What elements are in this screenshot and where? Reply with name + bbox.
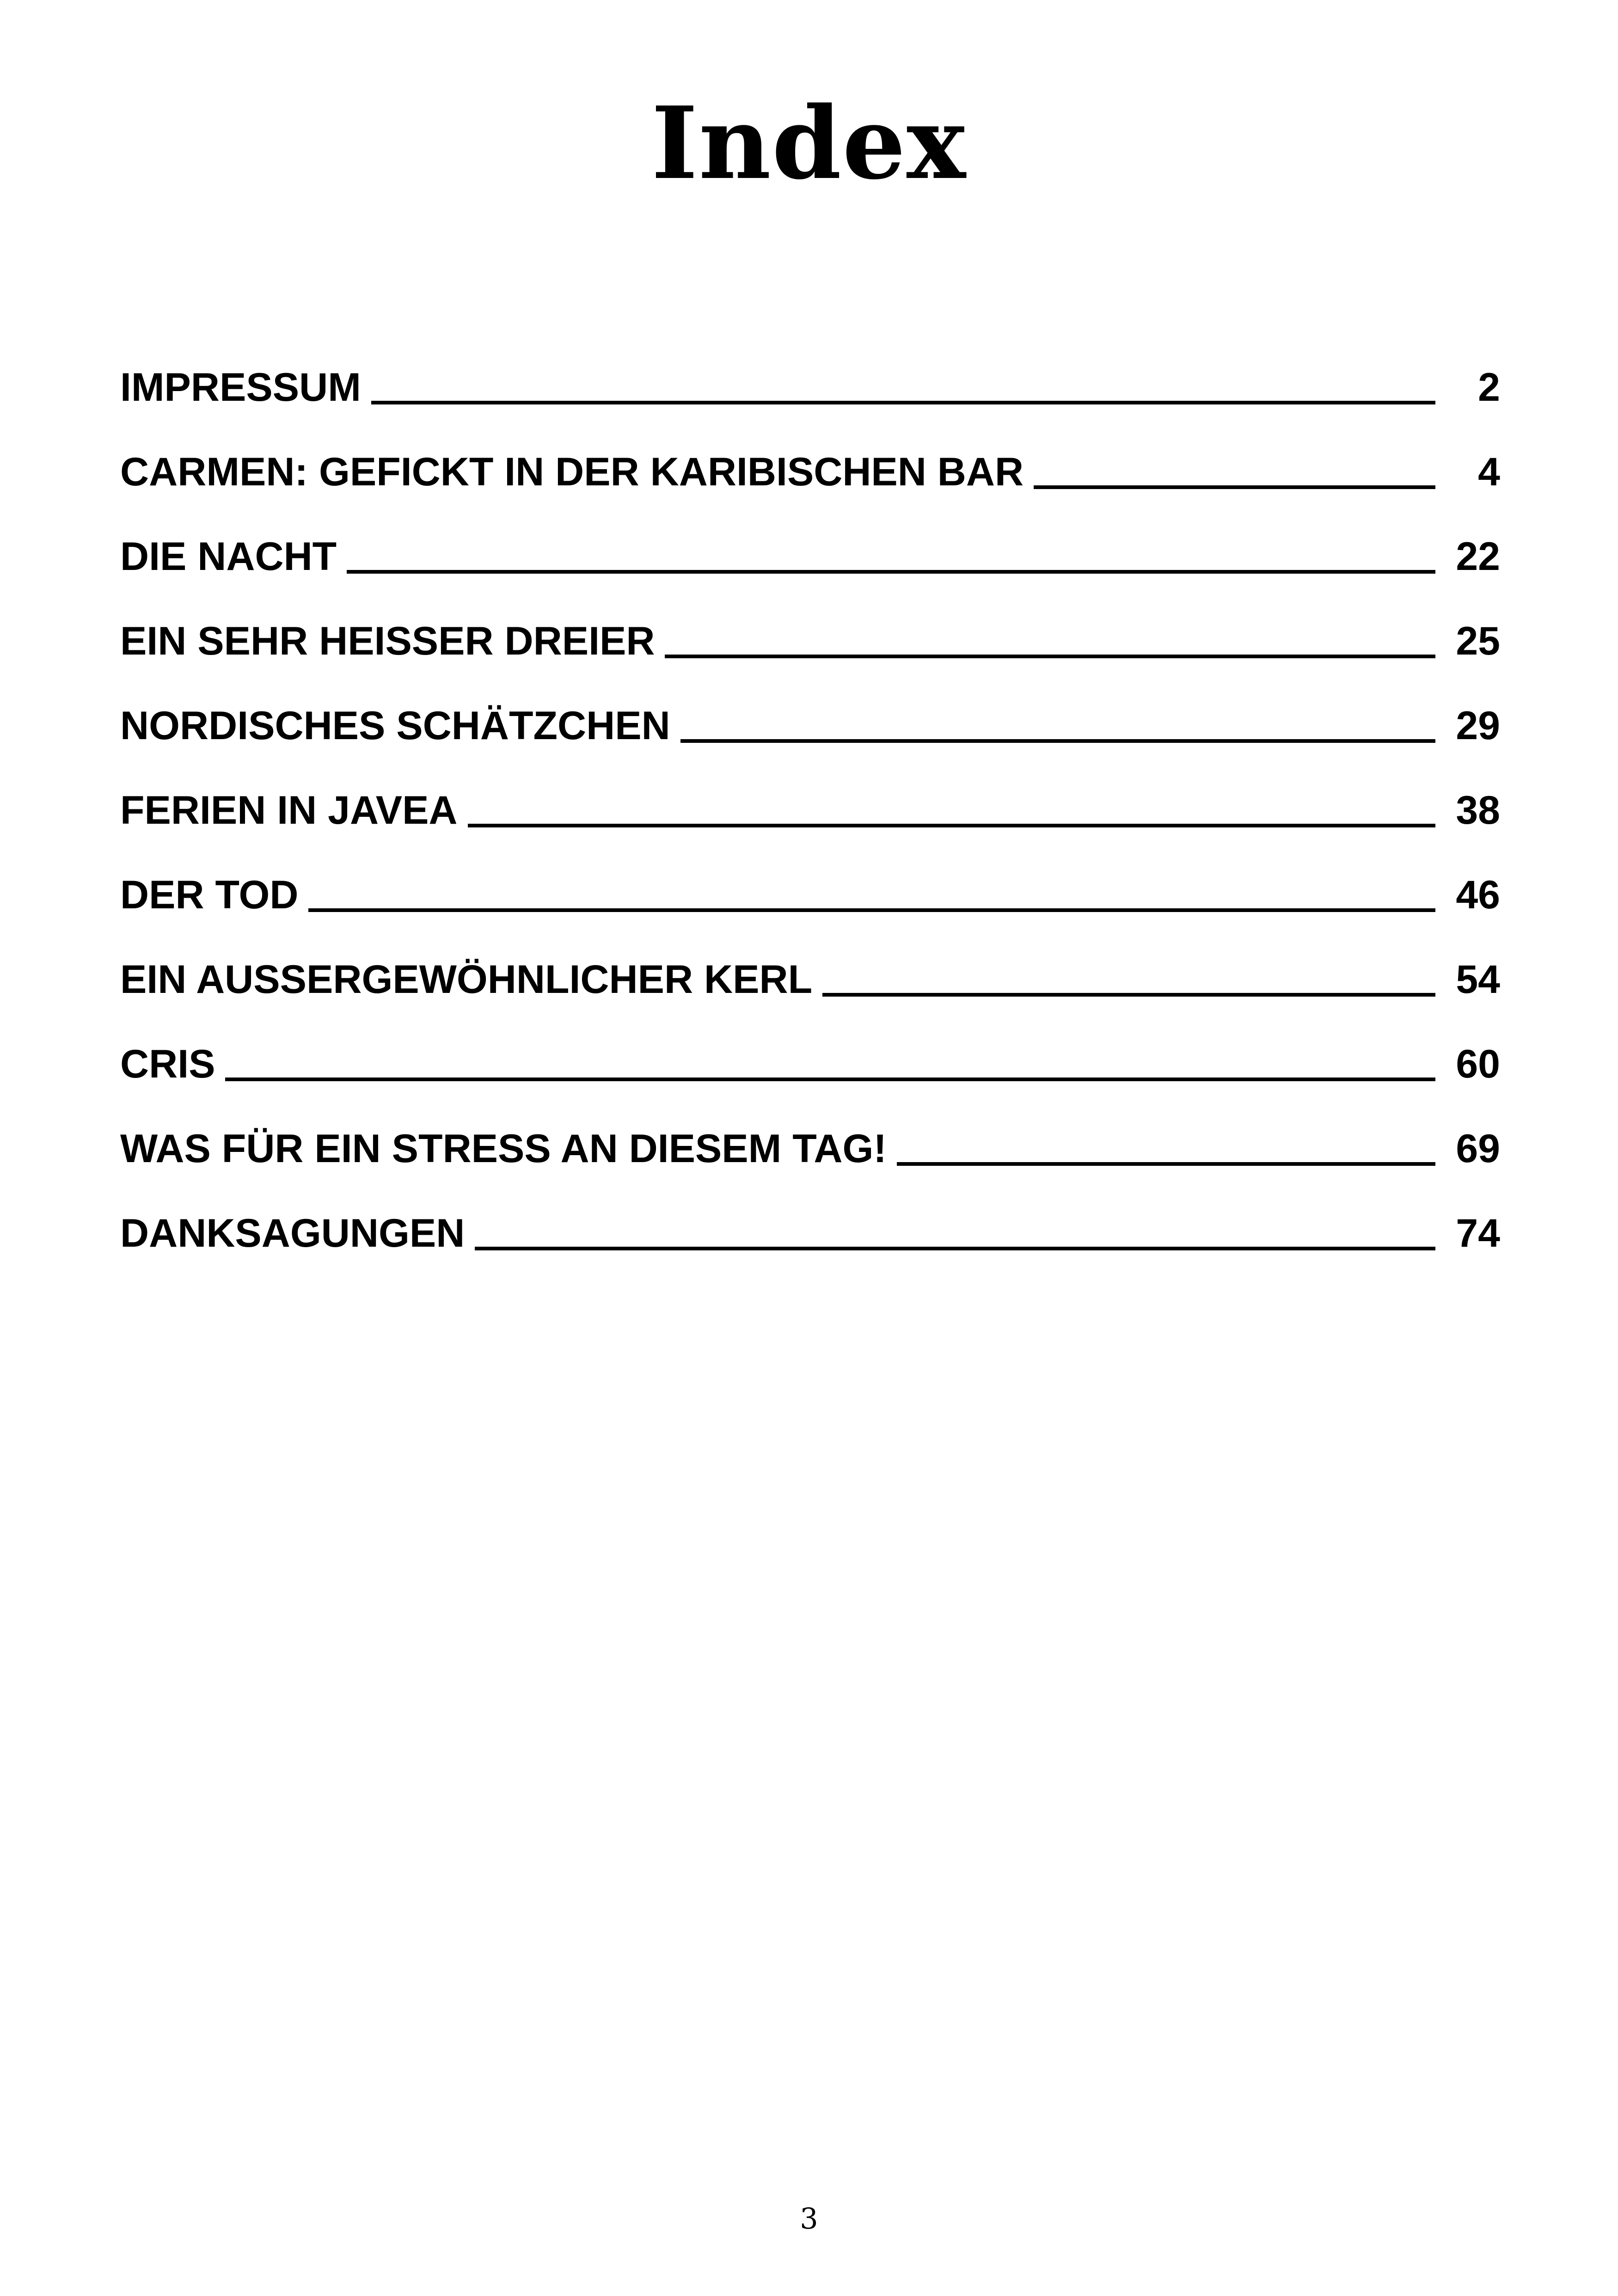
toc-entry-label: CRIS — [120, 1042, 215, 1086]
toc-entry[interactable] — [120, 667, 1500, 751]
toc-entry-page: 29 — [1456, 704, 1500, 748]
toc-entry-label: IMPRESSUM — [120, 365, 361, 410]
toc-entry[interactable] — [120, 1090, 1500, 1174]
toc-entry-page: 2 — [1478, 365, 1500, 410]
toc-leader-line — [347, 570, 1435, 574]
toc-entry-page: 74 — [1456, 1211, 1500, 1255]
toc-entry-page: 4 — [1478, 450, 1500, 494]
toc-entry-label: DANKSAGUNGEN — [120, 1211, 465, 1255]
toc-entry-label: EIN AUSSERGEWÖHNLICHER KERL — [120, 957, 813, 1002]
toc-entry-page: 25 — [1456, 619, 1500, 663]
toc-entry-label: CARMEN: GEFICKT IN DER KARIBISCHEN BAR — [120, 450, 1024, 494]
toc-entry-page: 54 — [1456, 957, 1500, 1002]
toc-leader-line — [468, 824, 1435, 827]
page-title: Index — [651, 85, 967, 202]
toc-entry[interactable] — [120, 328, 1500, 413]
toc-entry[interactable] — [120, 836, 1500, 920]
toc-entry[interactable] — [120, 920, 1500, 1005]
toc-entry[interactable] — [120, 497, 1500, 582]
toc-entry-label: WAS FÜR EIN STRESS AN DIESEM TAG! — [120, 1127, 887, 1171]
toc-entry[interactable] — [120, 1005, 1500, 1090]
toc-entry-page: 22 — [1456, 534, 1500, 579]
toc-entry-label: DIE NACHT — [120, 534, 337, 579]
page-number: 3 — [800, 2202, 818, 2235]
toc-entry-label: NORDISCHES SCHÄTZCHEN — [120, 704, 670, 748]
toc-entry[interactable] — [120, 413, 1500, 497]
toc-entry-label: FERIEN IN JAVEA — [120, 788, 458, 833]
toc-leader-line — [1034, 485, 1435, 489]
toc-leader-line — [225, 1078, 1435, 1081]
toc-entry[interactable] — [120, 582, 1500, 667]
toc-leader-line — [665, 655, 1435, 658]
toc-entry-page: 60 — [1456, 1042, 1500, 1086]
toc-entry-label: DER TOD — [120, 873, 299, 917]
table-of-contents — [120, 328, 1500, 1259]
toc-entry-page: 46 — [1456, 873, 1500, 917]
toc-leader-line — [371, 401, 1435, 404]
toc-leader-line — [822, 993, 1435, 997]
toc-entry[interactable] — [120, 751, 1500, 836]
toc-leader-line — [308, 908, 1435, 912]
toc-entry-label: EIN SEHR HEISSER DREIER — [120, 619, 655, 663]
toc-leader-line — [475, 1247, 1435, 1250]
toc-entry-page: 38 — [1456, 788, 1500, 833]
toc-entry[interactable] — [120, 1174, 1500, 1259]
toc-leader-line — [680, 739, 1435, 743]
toc-leader-line — [897, 1162, 1435, 1166]
toc-entry-page: 69 — [1456, 1127, 1500, 1171]
